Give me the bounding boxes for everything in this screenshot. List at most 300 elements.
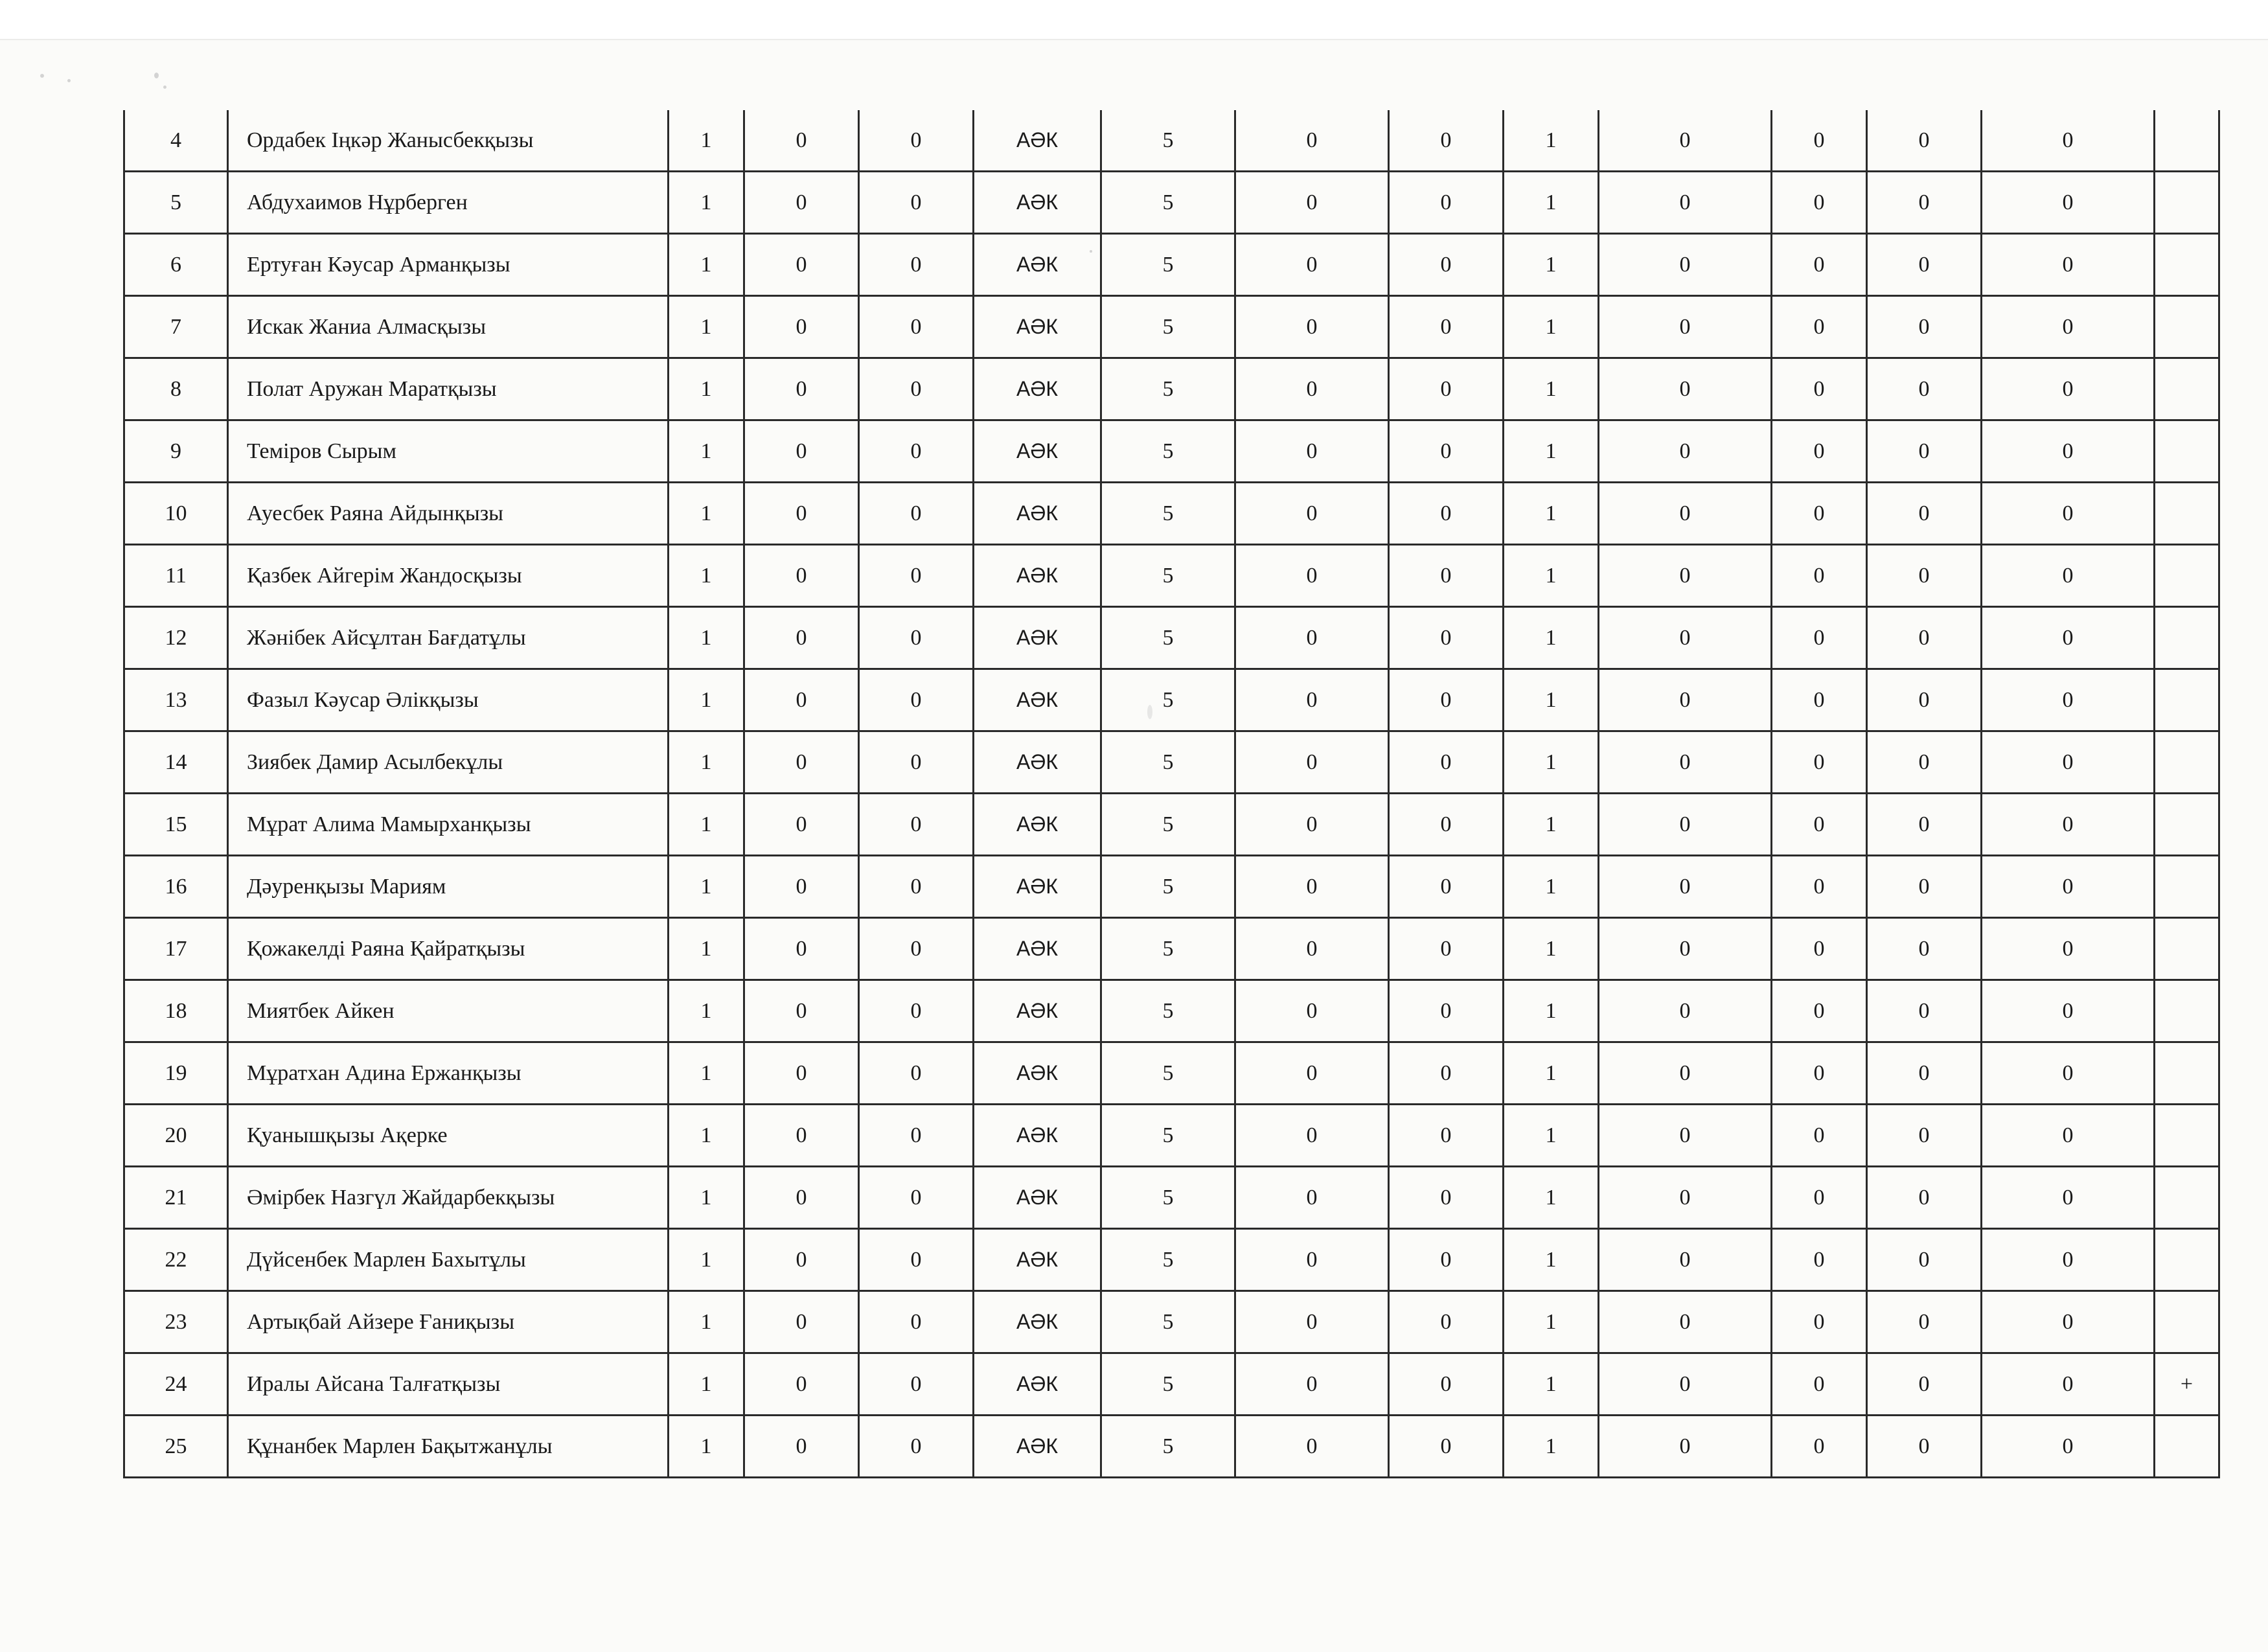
table-row [124, 545, 2219, 607]
value-cell-6: 0 [1235, 856, 1389, 918]
row-number-cell: 24 [124, 1353, 228, 1416]
value-cell-6: 0 [1235, 172, 1389, 234]
value-cell-7: 0 [1389, 918, 1504, 980]
value-cell-12: 0 [1982, 669, 2155, 731]
value-cell-12: 0 [1982, 607, 2155, 669]
row-number-cell: 6 [124, 234, 228, 296]
value-cell-11: 0 [1867, 1105, 1982, 1167]
value-cell-1: 1 [669, 980, 744, 1042]
value-cell-7: 0 [1389, 731, 1504, 794]
table-row [124, 1416, 2219, 1478]
category-cell: АӘК [974, 296, 1101, 358]
value-cell-2: 0 [744, 1229, 859, 1291]
value-cell-8: 1 [1504, 1416, 1599, 1478]
value-cell-5: 5 [1101, 234, 1235, 296]
category-cell: АӘК [974, 607, 1101, 669]
value-cell-12: 0 [1982, 545, 2155, 607]
value-cell-7: 0 [1389, 856, 1504, 918]
value-cell-8: 1 [1504, 1167, 1599, 1229]
value-cell-3: 0 [859, 1353, 974, 1416]
value-cell-10: 0 [1772, 607, 1867, 669]
value-cell-10: 0 [1772, 420, 1867, 483]
value-cell-9: 0 [1599, 1105, 1772, 1167]
value-cell-12: 0 [1982, 234, 2155, 296]
category-cell: АӘК [974, 918, 1101, 980]
value-cell-6: 0 [1235, 234, 1389, 296]
value-cell-5: 5 [1101, 856, 1235, 918]
value-cell-3: 0 [859, 358, 974, 420]
value-cell-5: 5 [1101, 731, 1235, 794]
value-cell-6: 0 [1235, 980, 1389, 1042]
value-cell-3: 0 [859, 483, 974, 545]
value-cell-11: 0 [1867, 172, 1982, 234]
value-cell-5: 5 [1101, 545, 1235, 607]
value-cell-1: 1 [669, 856, 744, 918]
category-cell: АӘК [974, 1229, 1101, 1291]
value-cell-10: 0 [1772, 980, 1867, 1042]
value-cell-9: 0 [1599, 980, 1772, 1042]
student-name-cell: Иралы Айсана Талғатқызы [228, 1353, 669, 1416]
value-cell-6: 0 [1235, 1353, 1389, 1416]
value-cell-9: 0 [1599, 918, 1772, 980]
value-cell-8: 1 [1504, 545, 1599, 607]
mark-cell [2155, 1167, 2219, 1229]
value-cell-5: 5 [1101, 1167, 1235, 1229]
table-row [124, 1167, 2219, 1229]
value-cell-9: 0 [1599, 669, 1772, 731]
student-name-cell: Мұрат Алима Мамырханқызы [228, 794, 669, 856]
row-number-cell: 25 [124, 1416, 228, 1478]
table-row [124, 1229, 2219, 1291]
scan-speck [154, 73, 159, 78]
value-cell-5: 5 [1101, 1229, 1235, 1291]
row-number-cell: 17 [124, 918, 228, 980]
value-cell-2: 0 [744, 358, 859, 420]
value-cell-2: 0 [744, 794, 859, 856]
mark-cell [2155, 1416, 2219, 1478]
value-cell-10: 0 [1772, 918, 1867, 980]
value-cell-6: 0 [1235, 545, 1389, 607]
student-name-cell: Құнанбек Марлен Бақытжанұлы [228, 1416, 669, 1478]
value-cell-1: 1 [669, 669, 744, 731]
value-cell-9: 0 [1599, 1167, 1772, 1229]
value-cell-2: 0 [744, 1291, 859, 1353]
value-cell-6: 0 [1235, 669, 1389, 731]
table-row [124, 172, 2219, 234]
mark-cell [2155, 483, 2219, 545]
value-cell-12: 0 [1982, 856, 2155, 918]
table-row [124, 1042, 2219, 1105]
value-cell-7: 0 [1389, 172, 1504, 234]
value-cell-8: 1 [1504, 1353, 1599, 1416]
category-cell: АӘК [974, 731, 1101, 794]
value-cell-2: 0 [744, 918, 859, 980]
value-cell-6: 0 [1235, 607, 1389, 669]
value-cell-2: 0 [744, 483, 859, 545]
value-cell-1: 1 [669, 918, 744, 980]
value-cell-5: 5 [1101, 296, 1235, 358]
row-number-cell: 23 [124, 1291, 228, 1353]
value-cell-8: 1 [1504, 794, 1599, 856]
value-cell-2: 0 [744, 1042, 859, 1105]
value-cell-7: 0 [1389, 483, 1504, 545]
mark-cell [2155, 856, 2219, 918]
value-cell-8: 1 [1504, 1105, 1599, 1167]
table-row [124, 794, 2219, 856]
value-cell-7: 0 [1389, 669, 1504, 731]
value-cell-2: 0 [744, 1353, 859, 1416]
value-cell-12: 0 [1982, 358, 2155, 420]
value-cell-7: 0 [1389, 420, 1504, 483]
value-cell-8: 1 [1504, 669, 1599, 731]
value-cell-1: 1 [669, 1291, 744, 1353]
student-name-cell: Дүйсенбек Марлен Бахытұлы [228, 1229, 669, 1291]
value-cell-10: 0 [1772, 1229, 1867, 1291]
value-cell-11: 0 [1867, 1291, 1982, 1353]
student-name-cell: Полат Аружан Маратқызы [228, 358, 669, 420]
value-cell-3: 0 [859, 980, 974, 1042]
value-cell-12: 0 [1982, 296, 2155, 358]
value-cell-10: 0 [1772, 794, 1867, 856]
value-cell-9: 0 [1599, 731, 1772, 794]
value-cell-6: 0 [1235, 918, 1389, 980]
value-cell-12: 0 [1982, 1167, 2155, 1229]
value-cell-3: 0 [859, 172, 974, 234]
value-cell-10: 0 [1772, 669, 1867, 731]
value-cell-6: 0 [1235, 1105, 1389, 1167]
category-cell: АӘК [974, 483, 1101, 545]
value-cell-7: 0 [1389, 296, 1504, 358]
value-cell-3: 0 [859, 420, 974, 483]
table-row [124, 607, 2219, 669]
mark-cell [2155, 794, 2219, 856]
value-cell-8: 1 [1504, 110, 1599, 172]
value-cell-9: 0 [1599, 296, 1772, 358]
value-cell-1: 1 [669, 731, 744, 794]
value-cell-2: 0 [744, 607, 859, 669]
category-cell: АӘК [974, 1291, 1101, 1353]
value-cell-10: 0 [1772, 172, 1867, 234]
table-body [124, 110, 2219, 1478]
value-cell-1: 1 [669, 794, 744, 856]
value-cell-2: 0 [744, 1416, 859, 1478]
student-name-cell: Миятбек Айкен [228, 980, 669, 1042]
value-cell-8: 1 [1504, 172, 1599, 234]
value-cell-3: 0 [859, 110, 974, 172]
value-cell-8: 1 [1504, 1229, 1599, 1291]
student-name-cell: Жәнібек Айсұлтан Бағдатұлы [228, 607, 669, 669]
value-cell-1: 1 [669, 296, 744, 358]
scan-speck [163, 86, 166, 89]
category-cell: АӘК [974, 1416, 1101, 1478]
value-cell-7: 0 [1389, 794, 1504, 856]
value-cell-3: 0 [859, 1105, 974, 1167]
value-cell-8: 1 [1504, 980, 1599, 1042]
value-cell-7: 0 [1389, 110, 1504, 172]
student-name-cell: Ертуған Кәусар Арманқызы [228, 234, 669, 296]
value-cell-8: 1 [1504, 607, 1599, 669]
value-cell-12: 0 [1982, 918, 2155, 980]
value-cell-9: 0 [1599, 1229, 1772, 1291]
value-cell-5: 5 [1101, 980, 1235, 1042]
page-top-edge [0, 0, 2268, 40]
mark-cell [2155, 172, 2219, 234]
value-cell-12: 0 [1982, 172, 2155, 234]
value-cell-5: 5 [1101, 918, 1235, 980]
value-cell-10: 0 [1772, 731, 1867, 794]
mark-cell [2155, 110, 2219, 172]
student-name-cell: Ордабек Іңкәр Жанысбекқызы [228, 110, 669, 172]
mark-cell [2155, 980, 2219, 1042]
table-row [124, 856, 2219, 918]
value-cell-5: 5 [1101, 420, 1235, 483]
table-row [124, 669, 2219, 731]
category-cell: АӘК [974, 980, 1101, 1042]
value-cell-12: 0 [1982, 1353, 2155, 1416]
value-cell-10: 0 [1772, 1042, 1867, 1105]
value-cell-3: 0 [859, 918, 974, 980]
mark-cell [2155, 731, 2219, 794]
student-name-cell: Қожакелді Раяна Қайратқызы [228, 918, 669, 980]
value-cell-3: 0 [859, 234, 974, 296]
value-cell-3: 0 [859, 296, 974, 358]
value-cell-11: 0 [1867, 1229, 1982, 1291]
value-cell-9: 0 [1599, 1353, 1772, 1416]
value-cell-10: 0 [1772, 358, 1867, 420]
category-cell: АӘК [974, 358, 1101, 420]
value-cell-8: 1 [1504, 358, 1599, 420]
value-cell-11: 0 [1867, 545, 1982, 607]
table-row [124, 296, 2219, 358]
value-cell-6: 0 [1235, 358, 1389, 420]
mark-cell [2155, 296, 2219, 358]
category-cell: АӘК [974, 856, 1101, 918]
mark-cell [2155, 545, 2219, 607]
value-cell-6: 0 [1235, 296, 1389, 358]
row-number-cell: 21 [124, 1167, 228, 1229]
student-name-cell: Артықбай Айзере Ғаниқызы [228, 1291, 669, 1353]
value-cell-5: 5 [1101, 1291, 1235, 1353]
value-cell-6: 0 [1235, 1229, 1389, 1291]
value-cell-6: 0 [1235, 1167, 1389, 1229]
value-cell-5: 5 [1101, 1042, 1235, 1105]
student-name-cell: Абдухаимов Нұрберген [228, 172, 669, 234]
value-cell-3: 0 [859, 731, 974, 794]
value-cell-11: 0 [1867, 483, 1982, 545]
value-cell-7: 0 [1389, 1167, 1504, 1229]
table-row [124, 1291, 2219, 1353]
value-cell-6: 0 [1235, 794, 1389, 856]
category-cell: АӘК [974, 420, 1101, 483]
row-number-cell: 15 [124, 794, 228, 856]
value-cell-12: 0 [1982, 1105, 2155, 1167]
table-row [124, 234, 2219, 296]
value-cell-9: 0 [1599, 420, 1772, 483]
value-cell-11: 0 [1867, 980, 1982, 1042]
value-cell-2: 0 [744, 731, 859, 794]
value-cell-8: 1 [1504, 296, 1599, 358]
table-row [124, 483, 2219, 545]
value-cell-2: 0 [744, 545, 859, 607]
value-cell-11: 0 [1867, 1042, 1982, 1105]
value-cell-9: 0 [1599, 607, 1772, 669]
value-cell-6: 0 [1235, 1416, 1389, 1478]
mark-cell: + [2155, 1353, 2219, 1416]
value-cell-1: 1 [669, 607, 744, 669]
value-cell-5: 5 [1101, 1416, 1235, 1478]
value-cell-3: 0 [859, 1042, 974, 1105]
value-cell-9: 0 [1599, 358, 1772, 420]
student-name-cell: Фазыл Кәусар Әлікқызы [228, 669, 669, 731]
category-cell: АӘК [974, 794, 1101, 856]
value-cell-3: 0 [859, 794, 974, 856]
value-cell-12: 0 [1982, 1229, 2155, 1291]
student-name-cell: Искак Жаниа Алмасқызы [228, 296, 669, 358]
mark-cell [2155, 1105, 2219, 1167]
value-cell-11: 0 [1867, 1353, 1982, 1416]
category-cell: АӘК [974, 234, 1101, 296]
value-cell-7: 0 [1389, 358, 1504, 420]
value-cell-3: 0 [859, 1167, 974, 1229]
value-cell-2: 0 [744, 856, 859, 918]
value-cell-11: 0 [1867, 358, 1982, 420]
value-cell-2: 0 [744, 420, 859, 483]
mark-cell [2155, 358, 2219, 420]
value-cell-2: 0 [744, 1167, 859, 1229]
value-cell-11: 0 [1867, 607, 1982, 669]
value-cell-7: 0 [1389, 1353, 1504, 1416]
value-cell-5: 5 [1101, 172, 1235, 234]
row-number-cell: 11 [124, 545, 228, 607]
table-row [124, 110, 2219, 172]
value-cell-9: 0 [1599, 1416, 1772, 1478]
value-cell-2: 0 [744, 110, 859, 172]
table-row [124, 1353, 2219, 1416]
value-cell-3: 0 [859, 545, 974, 607]
value-cell-3: 0 [859, 1229, 974, 1291]
value-cell-10: 0 [1772, 856, 1867, 918]
value-cell-7: 0 [1389, 1042, 1504, 1105]
row-number-cell: 13 [124, 669, 228, 731]
row-number-cell: 14 [124, 731, 228, 794]
value-cell-9: 0 [1599, 545, 1772, 607]
student-name-cell: Ауесбек Раяна Айдынқызы [228, 483, 669, 545]
value-cell-10: 0 [1772, 1416, 1867, 1478]
mark-cell [2155, 1042, 2219, 1105]
value-cell-9: 0 [1599, 1042, 1772, 1105]
value-cell-11: 0 [1867, 918, 1982, 980]
category-cell: АӘК [974, 669, 1101, 731]
mark-cell [2155, 420, 2219, 483]
value-cell-1: 1 [669, 1042, 744, 1105]
student-name-cell: Зиябек Дамир Асылбекұлы [228, 731, 669, 794]
table-row [124, 1105, 2219, 1167]
value-cell-10: 0 [1772, 545, 1867, 607]
value-cell-2: 0 [744, 172, 859, 234]
value-cell-5: 5 [1101, 607, 1235, 669]
row-number-cell: 22 [124, 1229, 228, 1291]
category-cell: АӘК [974, 1042, 1101, 1105]
value-cell-5: 5 [1101, 110, 1235, 172]
row-number-cell: 20 [124, 1105, 228, 1167]
value-cell-8: 1 [1504, 918, 1599, 980]
value-cell-9: 0 [1599, 234, 1772, 296]
value-cell-5: 5 [1101, 1353, 1235, 1416]
value-cell-11: 0 [1867, 420, 1982, 483]
student-name-cell: Дәуренқызы Мариям [228, 856, 669, 918]
value-cell-3: 0 [859, 607, 974, 669]
value-cell-11: 0 [1867, 856, 1982, 918]
value-cell-1: 1 [669, 1105, 744, 1167]
row-number-cell: 7 [124, 296, 228, 358]
value-cell-6: 0 [1235, 110, 1389, 172]
table-row [124, 980, 2219, 1042]
value-cell-1: 1 [669, 1353, 744, 1416]
row-number-cell: 16 [124, 856, 228, 918]
value-cell-7: 0 [1389, 607, 1504, 669]
value-cell-5: 5 [1101, 358, 1235, 420]
value-cell-3: 0 [859, 1416, 974, 1478]
value-cell-8: 1 [1504, 483, 1599, 545]
value-cell-11: 0 [1867, 1416, 1982, 1478]
value-cell-12: 0 [1982, 1416, 2155, 1478]
category-cell: АӘК [974, 172, 1101, 234]
student-results-table [123, 110, 2220, 1478]
category-cell: АӘК [974, 1353, 1101, 1416]
value-cell-8: 1 [1504, 420, 1599, 483]
value-cell-12: 0 [1982, 110, 2155, 172]
value-cell-3: 0 [859, 856, 974, 918]
value-cell-1: 1 [669, 358, 744, 420]
value-cell-7: 0 [1389, 545, 1504, 607]
value-cell-6: 0 [1235, 1291, 1389, 1353]
mark-cell [2155, 1229, 2219, 1291]
value-cell-2: 0 [744, 296, 859, 358]
value-cell-10: 0 [1772, 234, 1867, 296]
value-cell-12: 0 [1982, 1291, 2155, 1353]
value-cell-10: 0 [1772, 110, 1867, 172]
value-cell-8: 1 [1504, 731, 1599, 794]
value-cell-5: 5 [1101, 483, 1235, 545]
mark-cell [2155, 669, 2219, 731]
value-cell-5: 5 [1101, 669, 1235, 731]
value-cell-3: 0 [859, 669, 974, 731]
value-cell-11: 0 [1867, 669, 1982, 731]
value-cell-10: 0 [1772, 1105, 1867, 1167]
value-cell-1: 1 [669, 1416, 744, 1478]
value-cell-1: 1 [669, 1167, 744, 1229]
value-cell-10: 0 [1772, 1291, 1867, 1353]
row-number-cell: 8 [124, 358, 228, 420]
row-number-cell: 18 [124, 980, 228, 1042]
mark-cell [2155, 1291, 2219, 1353]
value-cell-1: 1 [669, 545, 744, 607]
value-cell-12: 0 [1982, 794, 2155, 856]
value-cell-8: 1 [1504, 1291, 1599, 1353]
row-number-cell: 9 [124, 420, 228, 483]
value-cell-8: 1 [1504, 1042, 1599, 1105]
value-cell-11: 0 [1867, 1167, 1982, 1229]
value-cell-11: 0 [1867, 110, 1982, 172]
value-cell-11: 0 [1867, 296, 1982, 358]
table-row [124, 358, 2219, 420]
mark-cell [2155, 918, 2219, 980]
value-cell-10: 0 [1772, 296, 1867, 358]
row-number-cell: 4 [124, 110, 228, 172]
value-cell-2: 0 [744, 234, 859, 296]
value-cell-1: 1 [669, 172, 744, 234]
mark-cell [2155, 234, 2219, 296]
